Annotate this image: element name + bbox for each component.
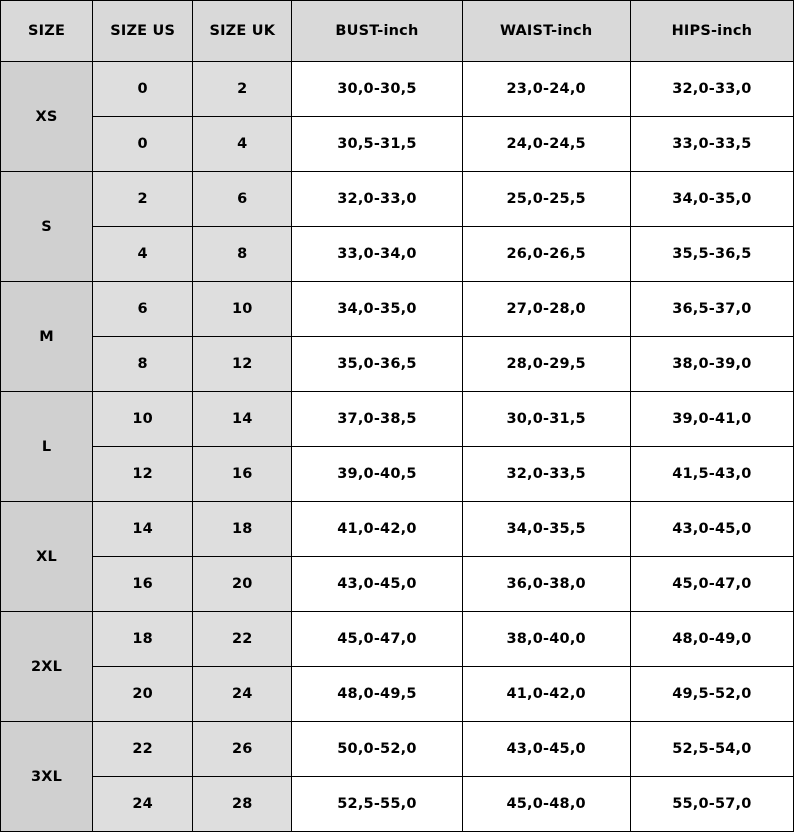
cell-bust: 39,0-40,5 xyxy=(292,447,462,502)
cell-size-us: 12 xyxy=(93,447,193,502)
table-body xyxy=(1,62,794,832)
cell-bust: 30,5-31,5 xyxy=(292,117,462,172)
cell-size-uk: 6 xyxy=(193,172,292,227)
size-group-label: M xyxy=(1,282,93,392)
cell-bust: 33,0-34,0 xyxy=(292,227,462,282)
cell-size-uk: 22 xyxy=(193,612,292,667)
column-header-hips: HIPS-inch xyxy=(630,1,793,62)
cell-bust: 30,0-30,5 xyxy=(292,62,462,117)
column-header-size-us: SIZE US xyxy=(93,1,193,62)
cell-size-us: 0 xyxy=(93,117,193,172)
table-row xyxy=(1,62,794,117)
cell-hips: 34,0-35,0 xyxy=(630,172,793,227)
size-group-label: L xyxy=(1,392,93,502)
cell-hips: 48,0-49,0 xyxy=(630,612,793,667)
cell-size-us: 0 xyxy=(93,62,193,117)
cell-waist: 24,0-24,5 xyxy=(462,117,630,172)
cell-size-us: 24 xyxy=(93,777,193,832)
cell-size-uk: 18 xyxy=(193,502,292,557)
cell-size-us: 18 xyxy=(93,612,193,667)
cell-size-uk: 2 xyxy=(193,62,292,117)
size-group-label: S xyxy=(1,172,93,282)
table-row xyxy=(1,777,794,832)
cell-size-us: 16 xyxy=(93,557,193,612)
cell-size-uk: 26 xyxy=(193,722,292,777)
cell-waist: 23,0-24,0 xyxy=(462,62,630,117)
cell-size-uk: 14 xyxy=(193,392,292,447)
header-row xyxy=(1,1,794,62)
cell-bust: 48,0-49,5 xyxy=(292,667,462,722)
cell-hips: 49,5-52,0 xyxy=(630,667,793,722)
cell-bust: 50,0-52,0 xyxy=(292,722,462,777)
table-row xyxy=(1,557,794,612)
cell-hips: 52,5-54,0 xyxy=(630,722,793,777)
table-row xyxy=(1,722,794,777)
size-group-label: XS xyxy=(1,62,93,172)
cell-waist: 26,0-26,5 xyxy=(462,227,630,282)
cell-size-uk: 12 xyxy=(193,337,292,392)
cell-waist: 25,0-25,5 xyxy=(462,172,630,227)
table-row xyxy=(1,227,794,282)
cell-size-uk: 20 xyxy=(193,557,292,612)
cell-bust: 41,0-42,0 xyxy=(292,502,462,557)
cell-hips: 35,5-36,5 xyxy=(630,227,793,282)
cell-bust: 43,0-45,0 xyxy=(292,557,462,612)
cell-size-uk: 4 xyxy=(193,117,292,172)
cell-bust: 52,5-55,0 xyxy=(292,777,462,832)
cell-hips: 38,0-39,0 xyxy=(630,337,793,392)
cell-waist: 41,0-42,0 xyxy=(462,667,630,722)
cell-waist: 27,0-28,0 xyxy=(462,282,630,337)
cell-bust: 34,0-35,0 xyxy=(292,282,462,337)
column-header-size: SIZE xyxy=(1,1,93,62)
table-row xyxy=(1,392,794,447)
cell-size-us: 2 xyxy=(93,172,193,227)
cell-hips: 39,0-41,0 xyxy=(630,392,793,447)
table-row xyxy=(1,612,794,667)
cell-size-us: 20 xyxy=(93,667,193,722)
cell-waist: 38,0-40,0 xyxy=(462,612,630,667)
cell-size-uk: 16 xyxy=(193,447,292,502)
column-header-size-uk: SIZE UK xyxy=(193,1,292,62)
cell-hips: 43,0-45,0 xyxy=(630,502,793,557)
table-row xyxy=(1,667,794,722)
cell-waist: 43,0-45,0 xyxy=(462,722,630,777)
cell-size-us: 4 xyxy=(93,227,193,282)
table-row xyxy=(1,172,794,227)
table-row xyxy=(1,447,794,502)
cell-hips: 45,0-47,0 xyxy=(630,557,793,612)
cell-bust: 32,0-33,0 xyxy=(292,172,462,227)
cell-bust: 45,0-47,0 xyxy=(292,612,462,667)
table-header xyxy=(1,1,794,62)
cell-size-us: 8 xyxy=(93,337,193,392)
cell-waist: 34,0-35,5 xyxy=(462,502,630,557)
cell-waist: 32,0-33,5 xyxy=(462,447,630,502)
cell-size-us: 22 xyxy=(93,722,193,777)
cell-hips: 36,5-37,0 xyxy=(630,282,793,337)
cell-waist: 45,0-48,0 xyxy=(462,777,630,832)
cell-hips: 33,0-33,5 xyxy=(630,117,793,172)
size-group-label: 3XL xyxy=(1,722,93,832)
size-group-label: XL xyxy=(1,502,93,612)
cell-waist: 28,0-29,5 xyxy=(462,337,630,392)
cell-waist: 36,0-38,0 xyxy=(462,557,630,612)
cell-hips: 41,5-43,0 xyxy=(630,447,793,502)
cell-hips: 32,0-33,0 xyxy=(630,62,793,117)
size-group-label: 2XL xyxy=(1,612,93,722)
column-header-waist: WAIST-inch xyxy=(462,1,630,62)
table-row xyxy=(1,117,794,172)
cell-bust: 37,0-38,5 xyxy=(292,392,462,447)
cell-size-us: 10 xyxy=(93,392,193,447)
cell-waist: 30,0-31,5 xyxy=(462,392,630,447)
table-row xyxy=(1,282,794,337)
cell-size-uk: 28 xyxy=(193,777,292,832)
cell-size-us: 14 xyxy=(93,502,193,557)
cell-size-uk: 10 xyxy=(193,282,292,337)
cell-hips: 55,0-57,0 xyxy=(630,777,793,832)
cell-size-uk: 8 xyxy=(193,227,292,282)
column-header-bust: BUST-inch xyxy=(292,1,462,62)
table-row xyxy=(1,337,794,392)
table-row xyxy=(1,502,794,557)
cell-size-uk: 24 xyxy=(193,667,292,722)
cell-size-us: 6 xyxy=(93,282,193,337)
cell-bust: 35,0-36,5 xyxy=(292,337,462,392)
